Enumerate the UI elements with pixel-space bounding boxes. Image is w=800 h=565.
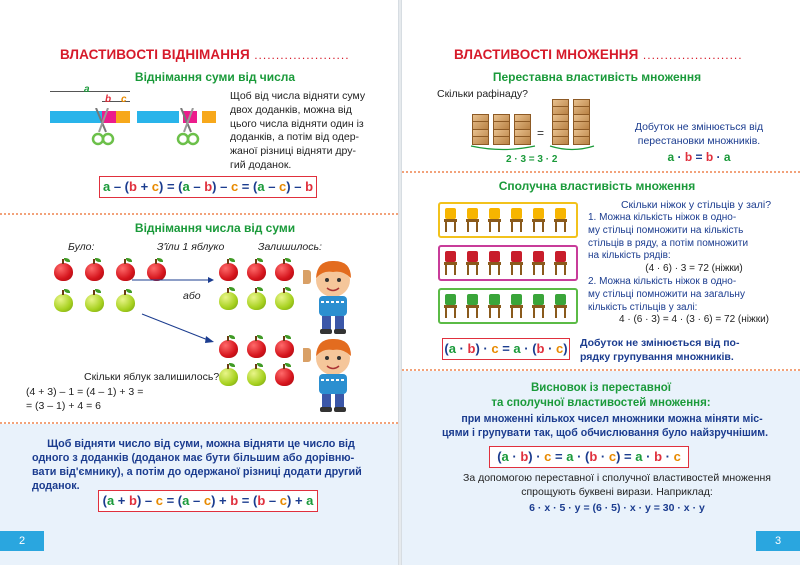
left-title-text: ВЛАСТИВОСТІ ВІДНІМАННЯ [60, 47, 250, 62]
chair-icon [532, 251, 545, 275]
sugar-cube [472, 129, 489, 145]
segment-a-line [50, 91, 130, 92]
scissors-icon [90, 108, 116, 148]
boy-illustration-2 [303, 336, 365, 412]
conclusion-text: при множенні кількох чисел множники можна міняти міс- цями і групувати так, щоб обчислювання було найзручнішим. [442, 413, 769, 439]
apple-green [275, 292, 294, 310]
method-1-text: 1. Можна кількість ніжок в одно- му стільці помножити на кількість стільців в ряду, а потім помножити на кількість рядів: (4 · 6) · 3 = 72 (ніжки) 2. Можна кількість ніжок в одно- му стільці помножити на загальну кількість стільців у залі: 4 · (6 · 3) = 4 · (3 · 6) = 72 (ніжки) [588, 212, 769, 326]
chair-icon [466, 251, 479, 275]
chair-icon [554, 294, 567, 318]
chair-icon [488, 251, 501, 275]
chair-icon [510, 251, 523, 275]
formula-subtract-from-sum: (a + b) – c = (a – c) + b = (b – c) + a [98, 490, 318, 512]
formula-commutative: a · b = b · a [667, 150, 731, 164]
left-rule-text: Щоб відняти число від суми, можна відняти це число від одного з доданків (доданок має бути більшим або дорівню- вати від'ємнику), а потім до одержаної різниці додати другий доданок. [32, 438, 362, 492]
commutative-text: Добуток не змінюється від перестановки множників. [634, 121, 764, 147]
chair-icon [488, 294, 501, 318]
chair-icon [466, 294, 479, 318]
conclusion-note: За допомогою переставної і сполучної властивостей множення спрощують буквені вирази. Наприклад: [462, 472, 771, 498]
left-page [0, 0, 398, 565]
question-chairs: Скільки ніжок у стільців у залі? [620, 199, 772, 211]
ribbon-orange-1 [116, 111, 130, 123]
conclusion-example: 6 · x · 5 · y = (6 · 5) · x · y = 30 · x · y [529, 502, 705, 514]
brace-lines [468, 144, 598, 154]
right-sec2-subtitle: Сполучна властивість множення [498, 179, 696, 193]
right-page [402, 0, 800, 565]
apple-red [219, 263, 238, 281]
chair-icon [510, 208, 523, 232]
formula-conclusion: (a · b) · c = a · (b · c) = a · b · c [489, 446, 689, 468]
conclusion-title: Висновок із переставної та сполучної властивостей множення: [491, 382, 711, 409]
left-sec2-subtitle: Віднімання числа від суми [134, 221, 296, 235]
right-title-text: ВЛАСТИВОСТІ МНОЖЕННЯ [454, 47, 639, 62]
sugar-cube [573, 129, 590, 145]
calc-line-1: (4 + 3) – 1 = (4 – 1) + 3 = [26, 386, 144, 398]
apple-red [85, 263, 104, 281]
chair-icon [532, 294, 545, 318]
apple-red [247, 340, 266, 358]
sugar-cube [493, 129, 510, 145]
apple-green [54, 294, 73, 312]
chair-icon [488, 208, 501, 232]
sugar-cube [552, 99, 569, 115]
right-sec1-subtitle: Переставна властивість множення [492, 70, 702, 84]
apple-green [219, 368, 238, 386]
ribbon-orange-2 [202, 111, 216, 123]
sugar-cube [472, 114, 489, 130]
apple-green [219, 292, 238, 310]
label-or: або [183, 290, 201, 302]
right-title [454, 46, 743, 64]
chair-icon [554, 208, 567, 232]
left-sec1-subtitle: Віднімання суми від числа [134, 70, 296, 84]
label-ate: З'їли 1 яблуко [157, 241, 225, 253]
sugar-cube [493, 114, 510, 130]
chair-icon [532, 208, 545, 232]
chair-icon [554, 251, 567, 275]
boy-illustration [303, 258, 365, 334]
left-title-dots: ...................... [254, 48, 350, 62]
formula-associative: (a · b) · c = a · (b · c) [442, 338, 570, 360]
sugar-cube [552, 129, 569, 145]
equals-sign: = [537, 126, 545, 140]
sugar-cube [573, 99, 590, 115]
question-apples: Скільки яблук залишилось? [84, 371, 220, 383]
label-a: a [84, 84, 90, 95]
sugar-cube [573, 114, 590, 130]
apple-red [54, 263, 73, 281]
sugar-cube [514, 114, 531, 130]
label-was: Було: [68, 241, 95, 253]
left-sec1-text: Щоб від числа відняти суму двох доданків, можна від цього числа відняти один із доданків, а потім від одер- жаної різниці відняти дру- гий доданок. [230, 90, 366, 171]
chair-icon [444, 251, 457, 275]
ribbon-diagram [42, 84, 222, 152]
left-title [60, 46, 350, 64]
scissors-icon-2 [175, 108, 201, 148]
apple-red [247, 263, 266, 281]
sugar-cube [514, 129, 531, 145]
right-title-dots: ....................... [642, 48, 743, 62]
chair-icon [444, 294, 457, 318]
chair-icon [466, 208, 479, 232]
apple-red [275, 263, 294, 281]
right-separator-1 [402, 171, 800, 173]
chair-icon [510, 294, 523, 318]
ribbon-blue-2 [137, 111, 179, 123]
label-left: Залишилось: [258, 241, 322, 253]
page-number-left: 2 [0, 531, 44, 551]
apple-red [219, 340, 238, 358]
label-b: b [105, 94, 112, 105]
question-sugar: Скільки рафінаду? [437, 88, 528, 100]
apple-red [275, 368, 294, 386]
sugar-cube [552, 114, 569, 130]
chair-icon [444, 208, 457, 232]
apple-red [275, 340, 294, 358]
formula-subtract-sum: a – (b + c) = (a – b) – c = (a – c) – b [99, 176, 317, 198]
arrows [128, 262, 218, 362]
left-separator-1 [0, 213, 398, 215]
apple-green [247, 368, 266, 386]
apple-green [85, 294, 104, 312]
calc-line-2: = (3 – 1) + 4 = 6 [26, 400, 102, 412]
apple-green [247, 292, 266, 310]
label-c: c [121, 94, 127, 105]
page-number-right: 3 [756, 531, 800, 551]
associative-text: Добуток не змінюється від по- рядку групування множників. [580, 337, 740, 363]
equation-commutative: 2 · 3 = 3 · 2 [506, 154, 558, 165]
